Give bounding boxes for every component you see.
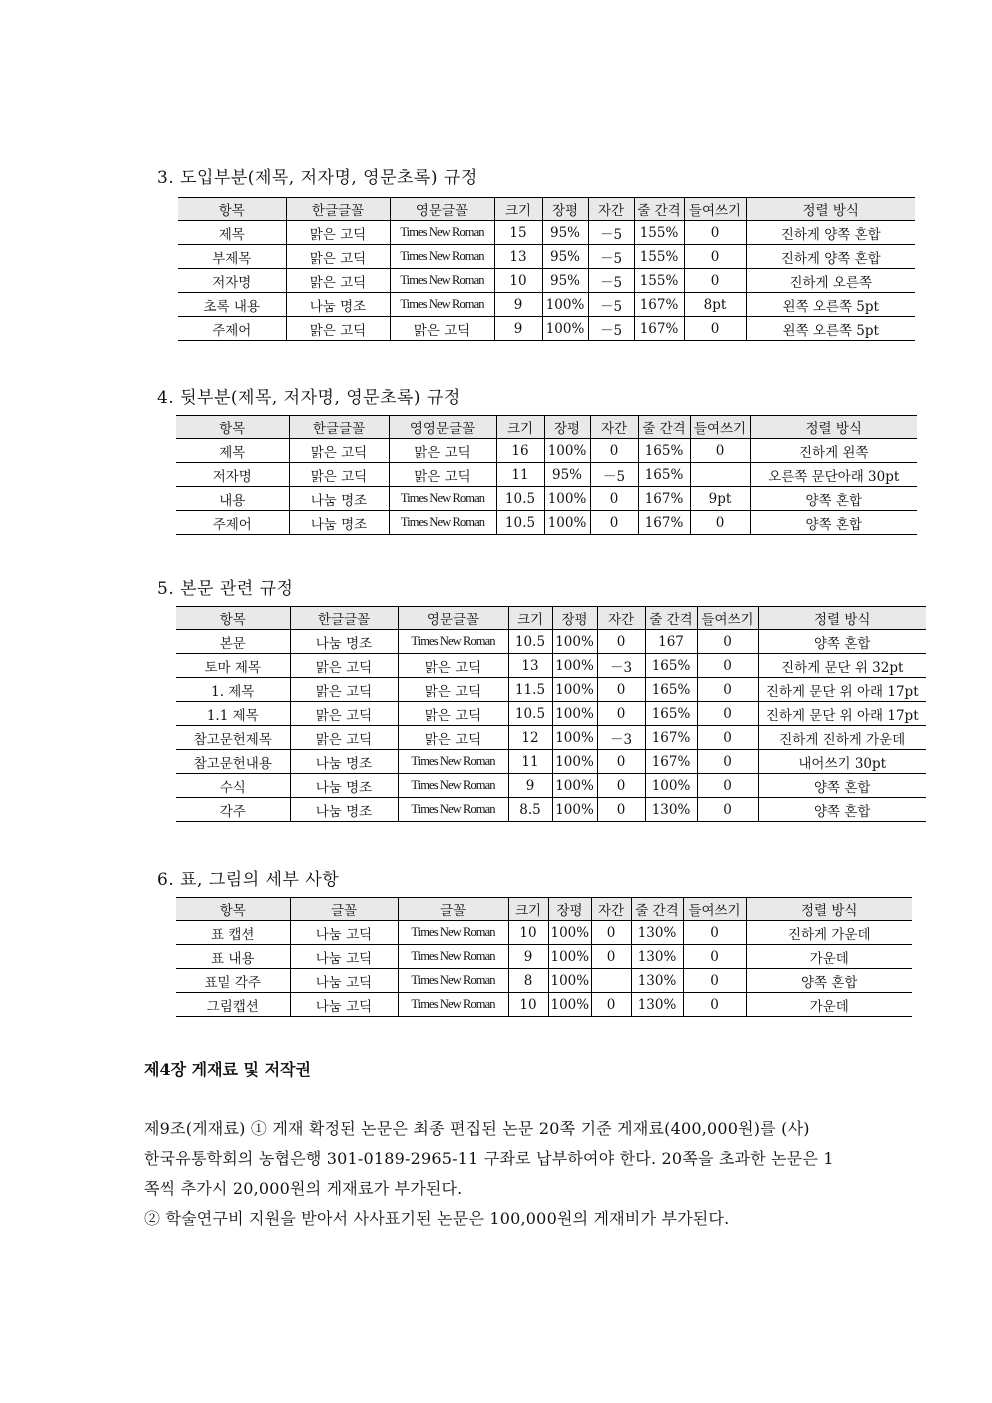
table-cell: 10 (508, 921, 548, 945)
column-header: 정렬 방식 (758, 607, 926, 630)
paragraph-line: ② 학술연구비 지원을 받아서 사사표기된 논문은 100,000원의 게재비가 부가된다. (144, 1209, 730, 1228)
column-header: 정렬 방식 (750, 416, 917, 439)
table-cell: 맑은 고딕 (389, 463, 496, 487)
table-cell: Times New Roman (398, 969, 508, 993)
table-cell: 초록 내용 (178, 293, 286, 317)
table-cell: 가운데 (746, 945, 912, 969)
table-cell: 가운데 (746, 993, 912, 1017)
table-cell: 진하게 문단 위 아래 17pt (758, 678, 926, 702)
column-header: 들여쓰기 (690, 416, 750, 439)
table-cell (690, 463, 750, 487)
table-cell: 100% (552, 774, 597, 798)
table-cell: 10.5 (496, 511, 544, 535)
section-4-title: 4. 뒷부분(제목, 저자명, 영문초록) 규정 (157, 388, 461, 408)
table-cell: 167% (645, 726, 697, 750)
table-cell: 제목 (176, 439, 289, 463)
column-header: 크기 (508, 898, 548, 921)
table-cell: －5 (588, 293, 634, 317)
table-cell: 15 (494, 221, 542, 245)
column-header: 크기 (494, 198, 542, 221)
column-header: 정렬 방식 (746, 198, 915, 221)
table-cell: 11.5 (508, 678, 552, 702)
table-cell: 맑은 고딕 (290, 726, 398, 750)
paragraph-line: 한국유통학회의 농협은행 301-0189-2965-11 구좌로 납부하여야 한다. 20쪽을 초과한 논문은 1 (144, 1149, 834, 1168)
table-cell: 0 (697, 654, 758, 678)
table-cell: 130% (631, 993, 683, 1017)
table-cell: 참고문헌제목 (176, 726, 290, 750)
table-row (176, 750, 926, 774)
table-cell: 9 (508, 774, 552, 798)
table-cell: 8 (508, 969, 548, 993)
table-cell: Times New Roman (390, 245, 494, 269)
column-header: 한글글꼴 (289, 416, 389, 439)
column-header: 영영문글꼴 (389, 416, 496, 439)
table-cell: Times New Roman (390, 269, 494, 293)
table-cell: 0 (597, 678, 645, 702)
table-cell: 1.1 제목 (176, 702, 290, 726)
table-cell: 0 (684, 245, 746, 269)
column-header: 줄 간격 (631, 898, 683, 921)
table-cell: 0 (597, 798, 645, 822)
table-cell: 0 (697, 678, 758, 702)
table-cell: 진하게 오른쪽 (746, 269, 915, 293)
column-header: 항목 (176, 607, 290, 630)
table-cell: Times New Roman (398, 774, 508, 798)
table-cell: 1. 제목 (176, 678, 290, 702)
column-header: 영문글꼴 (390, 198, 494, 221)
table-cell: 참고문헌내용 (176, 750, 290, 774)
table-cell: 0 (590, 511, 638, 535)
table-cell: 100% (552, 678, 597, 702)
table-cell: 10.5 (508, 702, 552, 726)
table-row (176, 630, 926, 654)
table-cell: 저자명 (178, 269, 286, 293)
table-row (176, 463, 917, 487)
column-header: 항목 (176, 898, 290, 921)
column-header: 장평 (542, 198, 588, 221)
table-cell: 0 (597, 774, 645, 798)
table-cell: 맑은 고딕 (286, 245, 390, 269)
table-header-row (176, 898, 912, 921)
table-cell: －5 (588, 317, 634, 341)
table-cell: 100% (552, 798, 597, 822)
table-cell: 130% (645, 798, 697, 822)
table-cell: 저자명 (176, 463, 289, 487)
table-row (176, 969, 912, 993)
table-cell: 오른쪽 문단아래 30pt (750, 463, 917, 487)
table-cell: 11 (508, 750, 552, 774)
table-cell: 맑은 고딕 (389, 439, 496, 463)
table-cell: 9 (508, 945, 548, 969)
table-cell: 나눔 고딕 (290, 993, 398, 1017)
table-cell: 주제어 (178, 317, 286, 341)
table-cell: 0 (697, 750, 758, 774)
table-cell: －3 (597, 726, 645, 750)
table-cell: 9 (494, 317, 542, 341)
table-cell: 부제목 (178, 245, 286, 269)
table-cell: 10 (508, 993, 548, 1017)
table-cell: 왼쪽 오른쪽 5pt (746, 293, 915, 317)
table-cell: 진하게 문단 위 32pt (758, 654, 926, 678)
table-row (178, 245, 915, 269)
table-cell: 155% (634, 269, 684, 293)
table-row (176, 511, 917, 535)
paragraph-line: 제9조(게재료) ① 게재 확정된 논문은 최종 편집된 논문 20쪽 기준 게재료(400,000원)를 (사) (144, 1119, 810, 1138)
table-cell: 8.5 (508, 798, 552, 822)
table-cell: 표 내용 (176, 945, 290, 969)
table-cell: 진하게 가운데 (746, 921, 912, 945)
table-cell: 0 (597, 750, 645, 774)
table-row (176, 726, 926, 750)
column-header: 정렬 방식 (746, 898, 912, 921)
table-cell: －5 (588, 245, 634, 269)
table-cell: 나눔 명조 (289, 511, 389, 535)
table-cell: 10.5 (496, 487, 544, 511)
table-cell: 0 (683, 993, 746, 1017)
table-cell: 100% (552, 726, 597, 750)
column-header: 자간 (597, 607, 645, 630)
table-cell: 나눔 명조 (290, 798, 398, 822)
table-cell: －5 (590, 463, 638, 487)
table-cell: 양쪽 혼합 (758, 630, 926, 654)
table-cell: 167% (634, 317, 684, 341)
table-cell: 맑은 고딕 (290, 654, 398, 678)
table-header-row (178, 198, 915, 221)
table-cell: 165% (645, 654, 697, 678)
table-cell: 100% (544, 487, 590, 511)
table-cell: Times New Roman (389, 511, 496, 535)
table-cell: 100% (552, 630, 597, 654)
table-cell: 제목 (178, 221, 286, 245)
column-header: 한글글꼴 (290, 607, 398, 630)
table-cell: 나눔 명조 (290, 750, 398, 774)
table-cell: 95% (544, 463, 590, 487)
table-row (176, 678, 926, 702)
table-cell: 표밑 각주 (176, 969, 290, 993)
column-header: 영문글꼴 (398, 607, 508, 630)
column-header: 크기 (496, 416, 544, 439)
column-header: 줄 간격 (645, 607, 697, 630)
chapter-title: 제4장 게재료 및 저작권 (144, 1060, 311, 1079)
table-cell: 130% (631, 945, 683, 969)
column-header: 자간 (590, 416, 638, 439)
table-cell: 진하게 왼쪽 (750, 439, 917, 463)
table-cell: 100% (552, 654, 597, 678)
column-header: 크기 (508, 607, 552, 630)
table-cell: 진하게 양쪽 혼합 (746, 221, 915, 245)
table-cell: 0 (683, 921, 746, 945)
section-4-table (176, 415, 917, 535)
table-cell: 100% (552, 702, 597, 726)
table-cell: 그림캡션 (176, 993, 290, 1017)
table-cell: －5 (588, 221, 634, 245)
section-5-title: 5. 본문 관련 규정 (157, 579, 294, 599)
column-header: 글꼴 (398, 898, 508, 921)
table-row (176, 702, 926, 726)
table-cell: 내용 (176, 487, 289, 511)
table-cell: 맑은 고딕 (398, 678, 508, 702)
table-cell: 165% (638, 463, 690, 487)
table-cell: 9pt (690, 487, 750, 511)
column-header: 한글글꼴 (286, 198, 390, 221)
table-cell: 165% (645, 678, 697, 702)
table-cell: 167% (638, 511, 690, 535)
table-row (176, 798, 926, 822)
table-cell: 100% (548, 945, 591, 969)
column-header: 장평 (552, 607, 597, 630)
table-cell: 0 (697, 630, 758, 654)
table-cell: 100% (548, 921, 591, 945)
table-cell: 본문 (176, 630, 290, 654)
table-cell: 95% (542, 245, 588, 269)
table-cell: 양쪽 혼합 (758, 798, 926, 822)
section-5-table (176, 606, 926, 822)
table-row (178, 293, 915, 317)
table-header-row (176, 416, 917, 439)
column-header: 자간 (591, 898, 631, 921)
table-cell: 0 (684, 221, 746, 245)
table-cell: 양쪽 혼합 (746, 969, 912, 993)
table-cell: 내어쓰기 30pt (758, 750, 926, 774)
table-cell: 100% (552, 750, 597, 774)
table-cell: 0 (591, 993, 631, 1017)
column-header: 장평 (544, 416, 590, 439)
table-cell: 10.5 (508, 630, 552, 654)
table-cell: 95% (542, 221, 588, 245)
table-cell: 100% (548, 993, 591, 1017)
table-cell: 165% (645, 702, 697, 726)
table-cell: 맑은 고딕 (390, 317, 494, 341)
table-cell: 맑은 고딕 (289, 439, 389, 463)
table-cell: Times New Roman (398, 750, 508, 774)
table-cell: 0 (697, 702, 758, 726)
table-row (178, 221, 915, 245)
table-cell: 맑은 고딕 (289, 463, 389, 487)
table-cell: Times New Roman (390, 221, 494, 245)
table-cell: Times New Roman (398, 630, 508, 654)
table-cell: 10 (494, 269, 542, 293)
table-cell: Times New Roman (398, 993, 508, 1017)
table-cell: 각주 (176, 798, 290, 822)
table-row (176, 921, 912, 945)
table-cell: 100% (548, 969, 591, 993)
table-cell: 양쪽 혼합 (750, 487, 917, 511)
table-cell: 맑은 고딕 (398, 654, 508, 678)
table-cell: 0 (591, 921, 631, 945)
table-cell: 0 (683, 969, 746, 993)
section-6-title: 6. 표, 그림의 세부 사항 (157, 870, 340, 890)
table-cell: 왼쪽 오른쪽 5pt (746, 317, 915, 341)
table-cell: 130% (631, 969, 683, 993)
table-row (176, 774, 926, 798)
table-cell: 0 (590, 487, 638, 511)
table-cell: 수식 (176, 774, 290, 798)
table-cell: 165% (638, 439, 690, 463)
table-row (176, 945, 912, 969)
table-cell: 0 (684, 269, 746, 293)
section-6-table (176, 897, 912, 1017)
table-cell: 155% (634, 221, 684, 245)
table-cell: 167% (634, 293, 684, 317)
column-header: 자간 (588, 198, 634, 221)
table-cell: 진하게 진하게 가운데 (758, 726, 926, 750)
table-cell: 나눔 명조 (289, 487, 389, 511)
table-cell: 맑은 고딕 (286, 269, 390, 293)
table-cell: 11 (496, 463, 544, 487)
column-header: 들여쓰기 (684, 198, 746, 221)
table-cell: 100% (542, 293, 588, 317)
table-row (176, 654, 926, 678)
table-cell: 155% (634, 245, 684, 269)
table-cell: Times New Roman (389, 487, 496, 511)
table-cell: 주제어 (176, 511, 289, 535)
table-cell: 0 (597, 702, 645, 726)
table-cell: 맑은 고딕 (286, 317, 390, 341)
table-row (176, 993, 912, 1017)
table-row (178, 269, 915, 293)
table-cell: 130% (631, 921, 683, 945)
table-row (176, 487, 917, 511)
table-cell: 167 (645, 630, 697, 654)
table-cell: 8pt (684, 293, 746, 317)
table-cell: 맑은 고딕 (286, 221, 390, 245)
table-cell: 나눔 고딕 (290, 921, 398, 945)
table-cell: 맑은 고딕 (290, 678, 398, 702)
table-cell: 100% (544, 511, 590, 535)
table-cell: 167% (645, 750, 697, 774)
table-cell: 맑은 고딕 (398, 702, 508, 726)
table-cell: 나눔 명조 (286, 293, 390, 317)
column-header: 항목 (178, 198, 286, 221)
table-cell: Times New Roman (398, 945, 508, 969)
table-cell: 167% (638, 487, 690, 511)
column-header: 장평 (548, 898, 591, 921)
table-cell: 12 (508, 726, 552, 750)
table-cell: Times New Roman (398, 921, 508, 945)
table-cell: 나눔 고딕 (290, 969, 398, 993)
section-3-table (178, 197, 915, 341)
table-cell: 양쪽 혼합 (758, 774, 926, 798)
table-cell: 0 (597, 630, 645, 654)
table-cell: 0 (690, 511, 750, 535)
table-cell: 13 (494, 245, 542, 269)
table-cell: 9 (494, 293, 542, 317)
column-header: 항목 (176, 416, 289, 439)
column-header: 들여쓰기 (683, 898, 746, 921)
table-cell: －5 (588, 269, 634, 293)
table-cell: 표 캡션 (176, 921, 290, 945)
column-header: 글꼴 (290, 898, 398, 921)
table-cell: 100% (645, 774, 697, 798)
section-3-title: 3. 도입부분(제목, 저자명, 영문초록) 규정 (157, 168, 478, 188)
table-cell (591, 969, 631, 993)
column-header: 줄 간격 (634, 198, 684, 221)
table-cell: 진하게 문단 위 아래 17pt (758, 702, 926, 726)
table-cell: 나눔 명조 (290, 630, 398, 654)
table-row (176, 439, 917, 463)
table-cell: 0 (591, 945, 631, 969)
table-row (178, 317, 915, 341)
table-cell: 13 (508, 654, 552, 678)
table-cell: 95% (542, 269, 588, 293)
table-cell: 100% (544, 439, 590, 463)
table-cell: 토마 제목 (176, 654, 290, 678)
table-cell: 진하게 양쪽 혼합 (746, 245, 915, 269)
table-cell: 100% (542, 317, 588, 341)
table-header-row (176, 607, 926, 630)
table-cell: 맑은 고딕 (398, 726, 508, 750)
table-cell: 나눔 고딕 (290, 945, 398, 969)
table-cell: 0 (690, 439, 750, 463)
table-cell: 16 (496, 439, 544, 463)
table-cell: Times New Roman (390, 293, 494, 317)
table-cell: 0 (697, 726, 758, 750)
paragraph-line: 쪽씩 추가시 20,000원의 게재료가 부가된다. (144, 1179, 463, 1198)
table-cell: 0 (590, 439, 638, 463)
table-cell: 0 (697, 774, 758, 798)
table-cell: 0 (683, 945, 746, 969)
table-cell: 맑은 고딕 (290, 702, 398, 726)
column-header: 줄 간격 (638, 416, 690, 439)
table-cell: 나눔 명조 (290, 774, 398, 798)
column-header: 들여쓰기 (697, 607, 758, 630)
table-cell: 양쪽 혼합 (750, 511, 917, 535)
table-cell: －3 (597, 654, 645, 678)
table-cell: Times New Roman (398, 798, 508, 822)
table-cell: 0 (697, 798, 758, 822)
table-cell: 0 (684, 317, 746, 341)
